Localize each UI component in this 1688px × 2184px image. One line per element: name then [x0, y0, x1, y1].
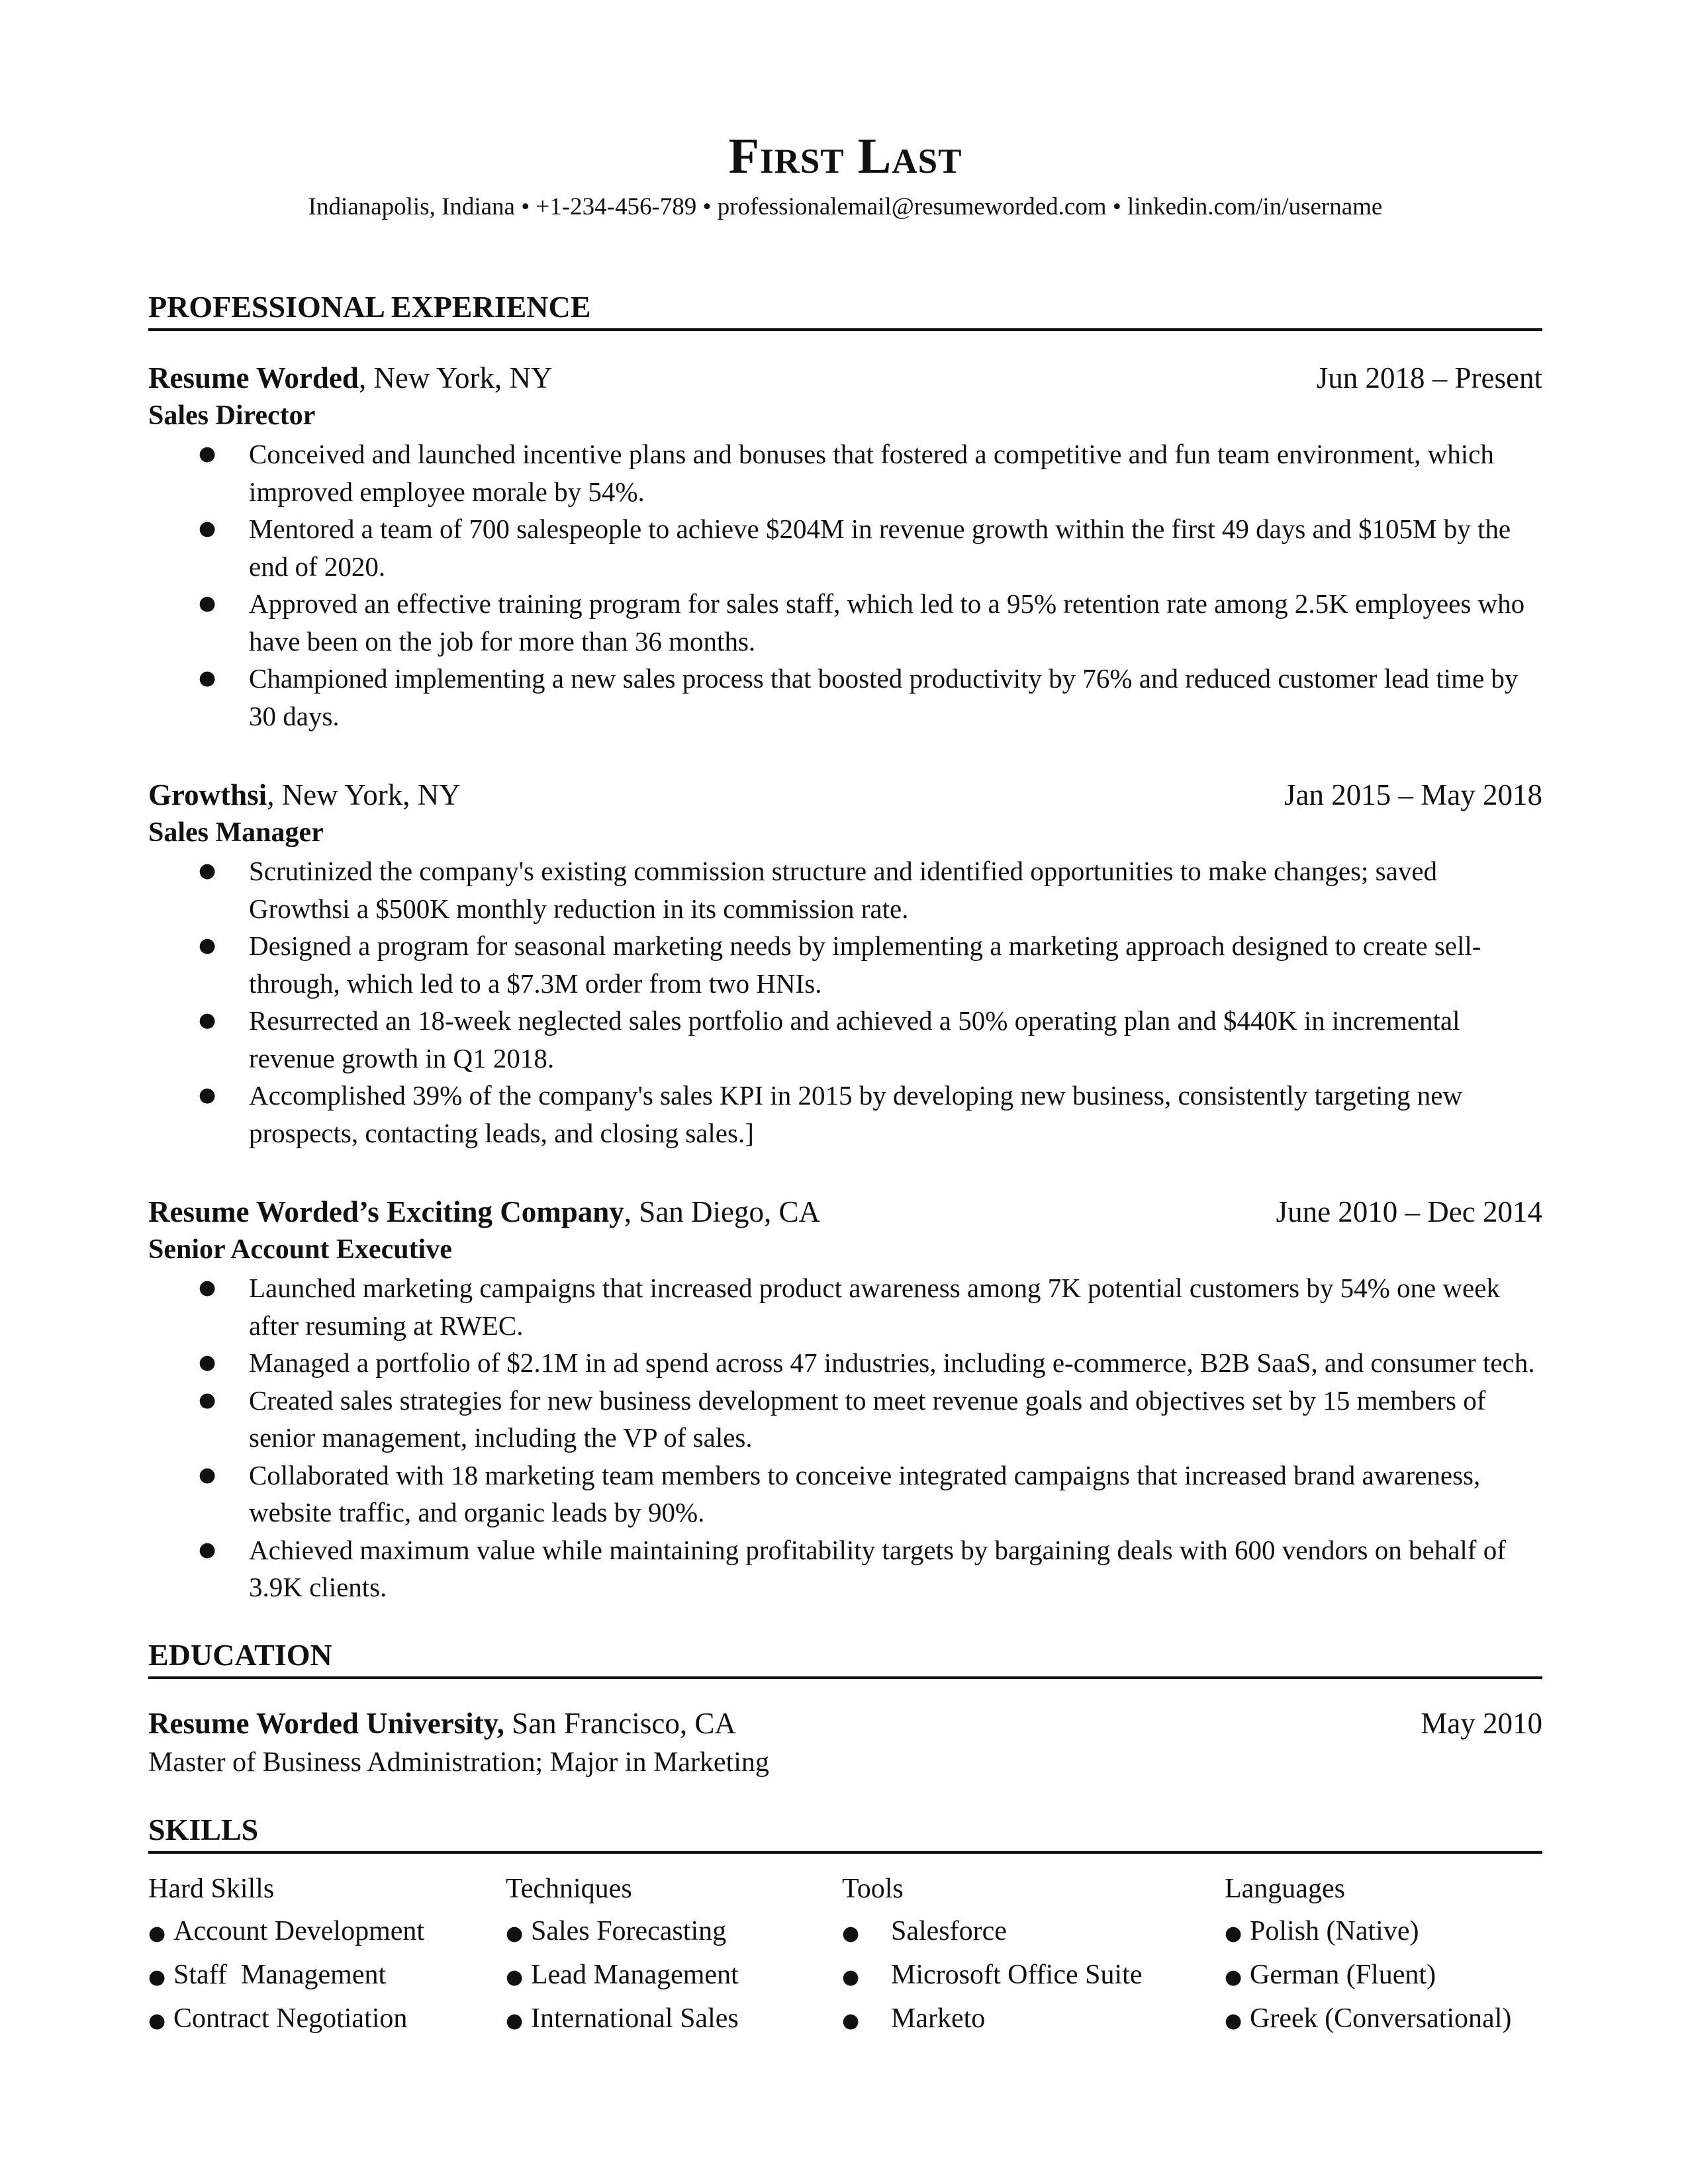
bullet-text: Achieved maximum value while maintaining profitability targets by bargaining deals with 600 vendors on behalf of 3.9K clients.: [249, 1534, 1506, 1602]
job-bullets: [148, 1269, 1542, 1606]
bullet-dot: ●: [199, 1463, 216, 1486]
bullet-item: [148, 510, 1542, 585]
school-location: San Francisco, CA: [504, 1706, 736, 1740]
bullet-dot: ●: [1225, 2009, 1243, 2032]
skill-text: Contract Negotiation: [173, 2003, 408, 2034]
job-header: [148, 357, 1542, 398]
bullet-dot: ●: [199, 666, 216, 690]
skill-text: Polish (Native): [1250, 1915, 1419, 1946]
bullet-dot: ●: [199, 1537, 216, 1561]
bullet-dot: ●: [199, 1351, 216, 1374]
bullet-text: Launched marketing campaigns that increased product awareness among 7K potential customers by 54% one week after resuming at RWEC.: [249, 1273, 1500, 1341]
company-name: Resume Worded: [148, 361, 359, 394]
bullet-item: [148, 1382, 1542, 1457]
skill-item: [506, 1954, 842, 1998]
skill-text: Salesforce: [891, 1915, 1007, 1946]
contact-line: Indianapolis, Indiana • +1-234-456-789 • professionalemail@resumeworded.com • linkedin.com/in/username: [308, 193, 1383, 220]
bullet-dot: ●: [1225, 1921, 1243, 1945]
job-employer: [148, 1191, 820, 1232]
section-title-skills: SKILLS: [148, 1810, 1542, 1854]
skill-text: International Sales: [531, 2003, 739, 2034]
job-dates: Jan 2015 – May 2018: [1284, 778, 1542, 811]
bullet-dot: ●: [506, 2009, 524, 2032]
job-location: , New York, NY: [358, 361, 553, 394]
skill-item: [148, 1911, 506, 1954]
bullet-dot: ●: [199, 592, 216, 615]
bullet-text: Championed implementing a new sales process that boosted productivity by 76% and reduced customer lead time by 30 days.: [249, 663, 1519, 731]
skill-text: Marketo: [891, 2003, 986, 2034]
skills-column-languages: [1225, 1868, 1542, 2042]
job-title: Sales Director: [148, 400, 316, 431]
job-title: Senior Account Executive: [148, 1234, 452, 1265]
skills-grid: [148, 1868, 1542, 2042]
skill-text: Staff Management: [173, 1959, 387, 1990]
bullet-dot: ●: [199, 1009, 216, 1032]
bullet-dot: ●: [148, 1965, 166, 1989]
skill-item: [1225, 1998, 1542, 2042]
experience-section: [148, 287, 1542, 1606]
skill-item: [148, 1954, 506, 1998]
job-bullets: [148, 852, 1542, 1152]
job-entry: [148, 357, 1542, 735]
bullet-text: Accomplished 39% of the company's sales KPI in 2015 by developing new business, consistently targeting new prospects, contacting leads, and closing sales.]: [249, 1080, 1463, 1148]
bullet-dot: ●: [199, 1388, 216, 1412]
job-employer: [148, 357, 552, 398]
bullet-dot: ●: [199, 442, 216, 465]
bullet-text: Scrutinized the company's existing commission structure and identified opportunities to make changes; saved Growthsi a $500K monthly reduction in its commission rate.: [249, 856, 1438, 924]
job-entry: [148, 1191, 1542, 1606]
skill-text: Lead Management: [531, 1959, 739, 1990]
school-name: Resume Worded University,: [148, 1706, 504, 1740]
skill-text: Microsoft Office Suite: [891, 1959, 1143, 1990]
education-degree: Master of Business Administration; Major in Marketing: [148, 1747, 769, 1778]
bullet-text: Designed a program for seasonal marketing needs by implementing a marketing approach designed to create sell-through, which led to a $7.3M order from two HNIs.: [249, 931, 1481, 999]
bullet-dot: ●: [199, 859, 216, 882]
bullet-dot: ●: [506, 1921, 524, 1945]
skills-column-heading: Languages: [1225, 1873, 1345, 1904]
skills-column-heading: Tools: [842, 1873, 904, 1904]
candidate-name: First Last: [728, 128, 962, 184]
resume-content: [148, 126, 1542, 2042]
skill-item: [506, 1911, 842, 1954]
bullet-item: [148, 1531, 1542, 1606]
skill-item: [842, 1911, 1225, 1954]
job-location: , New York, NY: [267, 778, 461, 811]
job-header: [148, 1191, 1542, 1232]
bullet-text: Mentored a team of 700 salespeople to achieve $204M in revenue growth within the first 49 days and $105M by the end of 2020.: [249, 514, 1511, 582]
job-header: [148, 774, 1542, 815]
bullet-dot: ●: [199, 934, 216, 957]
bullet-item: [148, 1077, 1542, 1152]
education-header: [148, 1703, 1542, 1744]
skills-column-tools: [842, 1868, 1225, 2042]
company-name: Growthsi: [148, 778, 267, 811]
bullet-dot: ●: [506, 1965, 524, 1989]
education-section: [148, 1635, 1542, 1781]
bullet-dot: ●: [842, 1921, 860, 1945]
bullet-text: Managed a portfolio of $2.1M in ad spend across 47 industries, including e-commerce, B2B SaaS, and consumer tech.: [249, 1347, 1535, 1378]
job-location: , San Diego, CA: [624, 1195, 821, 1228]
skill-item: [506, 1998, 842, 2042]
bullet-dot: ●: [1225, 1965, 1243, 1989]
skill-item: [1225, 1954, 1542, 1998]
section-title-experience: PROFESSIONAL EXPERIENCE: [148, 287, 1542, 331]
skill-item: [1225, 1911, 1542, 1954]
job-bullets: [148, 435, 1542, 735]
education-date: May 2010: [1421, 1706, 1542, 1740]
job-title: Sales Manager: [148, 817, 324, 848]
bullet-item: [148, 435, 1542, 510]
skills-column-techniques: [506, 1868, 842, 2042]
bullet-text: Resurrected an 18-week neglected sales portfolio and achieved a 50% operating plan and $440K in incremental revenue growth in Q1 2018.: [249, 1005, 1460, 1073]
bullet-item: [148, 852, 1542, 927]
bullet-dot: ●: [199, 517, 216, 540]
bullet-dot: ●: [842, 2009, 860, 2032]
skills-column-hard-skills: [148, 1868, 506, 2042]
bullet-dot: ●: [148, 2009, 166, 2032]
bullet-item: [148, 585, 1542, 660]
bullet-text: Collaborated with 18 marketing team members to conceive integrated campaigns that increased brand awareness, website traffic, and organic leads by 90%.: [249, 1459, 1481, 1527]
job-dates: Jun 2018 – Present: [1316, 361, 1542, 394]
job-entry: [148, 774, 1542, 1152]
bullet-dot: ●: [148, 1921, 166, 1945]
bullet-dot: ●: [842, 1965, 860, 1989]
bullet-text: Created sales strategies for new business development to meet revenue goals and objectives set by 15 members of senior management, including the VP of sales.: [249, 1385, 1486, 1453]
skill-item: [842, 1954, 1225, 1998]
bullet-item: [148, 1344, 1542, 1382]
skill-item: [148, 1998, 506, 2042]
bullet-dot: ●: [199, 1083, 216, 1107]
bullet-dot: ●: [199, 1276, 216, 1299]
bullet-item: [148, 1457, 1542, 1531]
education-school-line: [148, 1703, 736, 1744]
skill-text: Greek (Conversational): [1250, 2003, 1512, 2034]
skills-column-heading: Hard Skills: [148, 1873, 275, 1904]
skills-section: [148, 1810, 1542, 2042]
bullet-text: Conceived and launched incentive plans and bonuses that fostered a competitive and fun team environment, which improved employee morale by 54%.: [249, 439, 1494, 507]
bullet-item: [148, 927, 1542, 1002]
job-employer: [148, 774, 461, 815]
job-dates: June 2010 – Dec 2014: [1276, 1195, 1542, 1228]
skills-column-heading: Techniques: [506, 1873, 632, 1904]
skill-text: Account Development: [173, 1915, 425, 1946]
section-title-education: EDUCATION: [148, 1635, 1542, 1679]
bullet-item: [148, 660, 1542, 735]
bullet-item: [148, 1269, 1542, 1344]
skill-text: Sales Forecasting: [531, 1915, 727, 1946]
skill-item: [842, 1998, 1225, 2042]
bullet-item: [148, 1002, 1542, 1077]
company-name: Resume Worded’s Exciting Company: [148, 1195, 624, 1228]
skill-text: German (Fluent): [1250, 1959, 1436, 1990]
bullet-text: Approved an effective training program for sales staff, which led to a 95% retention rate among 2.5K employees who have been on the job for more than 36 months.: [249, 588, 1525, 657]
